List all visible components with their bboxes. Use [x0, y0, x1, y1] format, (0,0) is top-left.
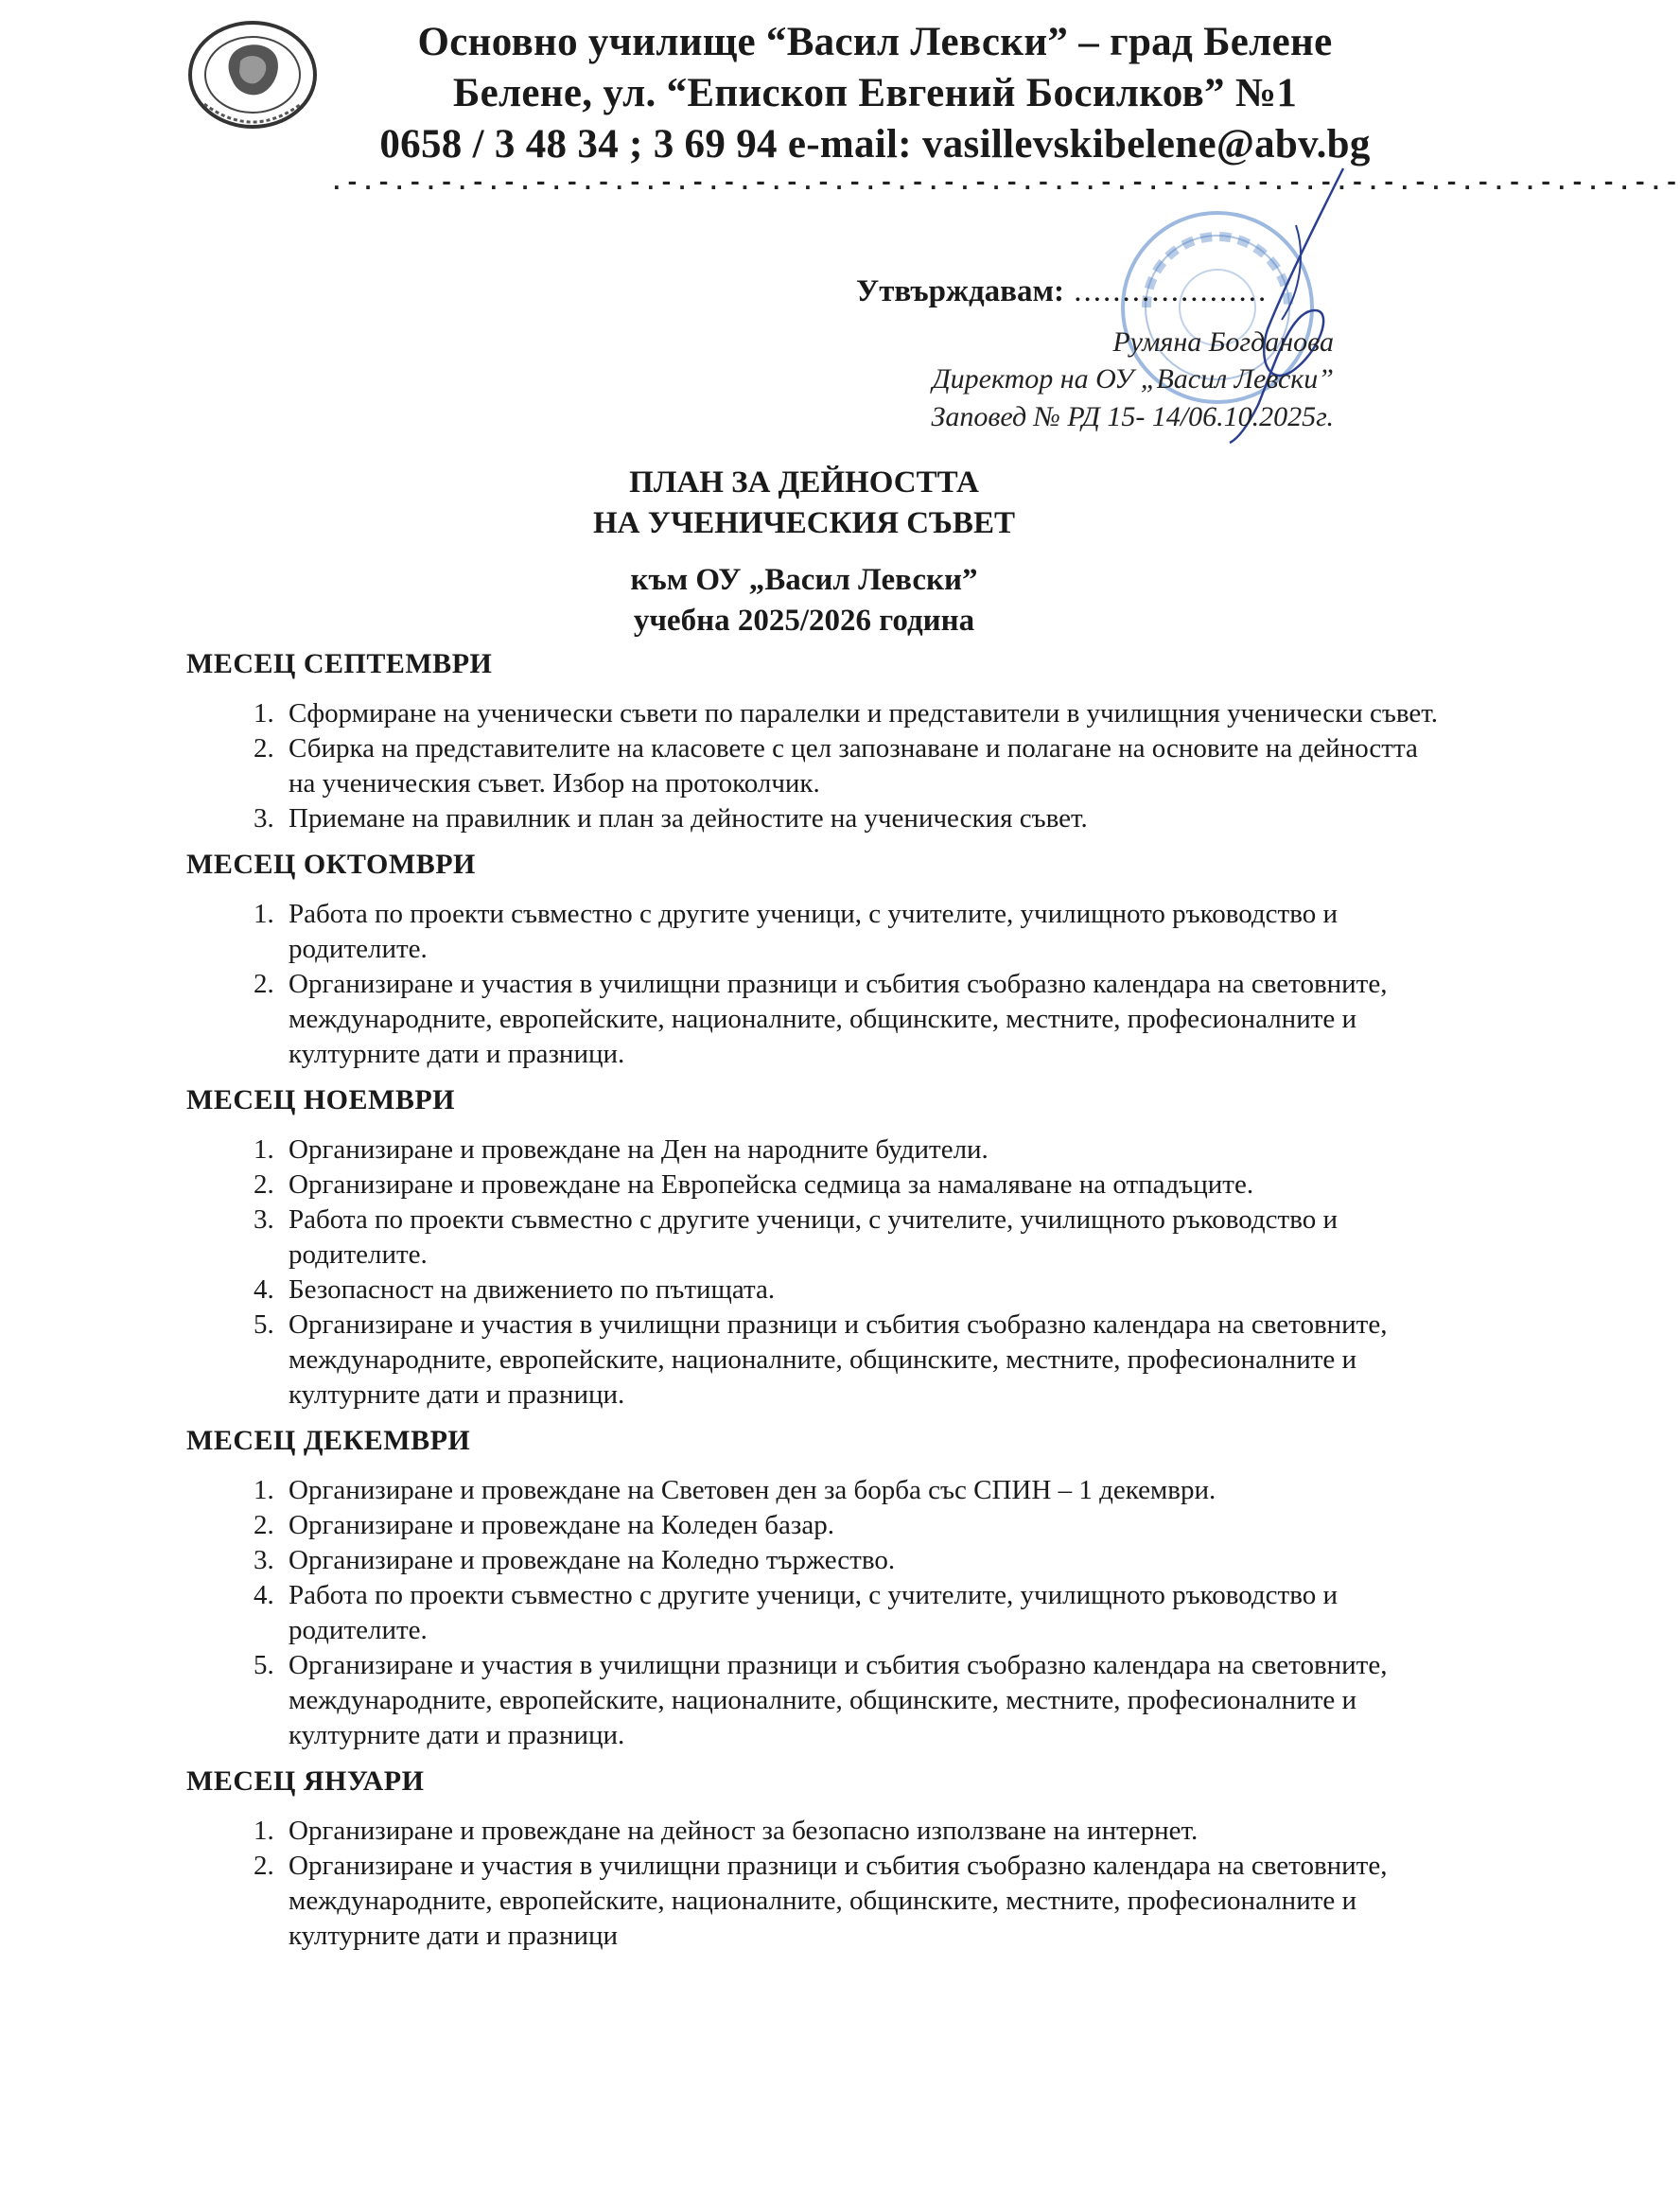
- plan-subtitle-year: учебна 2025/2026 година: [633, 604, 975, 638]
- school-contacts: 0658 / 3 48 34 ; 3 69 94 e-mail: vasillevskibelene@abv.bg: [379, 122, 1371, 167]
- list-item: 2. Организиране и участия в училищни празници и събития съобразно календара на световните, международните, европейските, националните, общинските, местните, професионалните и културните дати и празници.: [281, 967, 1444, 1072]
- month-section-december: [186, 1422, 1444, 1753]
- director-name: Румяна Богданова: [1112, 326, 1334, 358]
- list-item: 5. Организиране и участия в училищни празници и събития съобразно календара на световните, международните, европейските, националните, общинските, местните, професионалните и културните дати и празници.: [281, 1308, 1444, 1413]
- list-item: 1. Организиране и провеждане на Ден на народните будители.: [281, 1132, 1444, 1167]
- month-heading: МЕСЕЦ СЕПТЕМВРИ: [186, 648, 493, 679]
- activity-list: [186, 897, 1444, 1072]
- plan-title-line-2: НА УЧЕНИЧЕСКИЯ СЪВЕТ: [593, 506, 1015, 540]
- list-item: 2. Организиране и провеждане на Коледен базар.: [281, 1508, 1444, 1543]
- month-section-january: [186, 1763, 1444, 1954]
- approval-dots: ....................: [1063, 274, 1269, 308]
- month-heading: МЕСЕЦ НОЕМВРИ: [186, 1084, 455, 1115]
- list-item: 1. Сформиране на ученически съвети по паралелки и представители в училищния ученически съвет.: [281, 696, 1444, 731]
- school-address: Белене, ул. “Епископ Евгений Босилков” №1: [452, 71, 1298, 115]
- month-section-september: [186, 645, 1444, 836]
- activity-list: [186, 1132, 1444, 1413]
- school-header: [331, 17, 1419, 170]
- header-separator: .-.-.-.-.-.-.-.-.-.-.-.-.-.-.-.-.-.-.-.-.-.-.-.-.-.-.-.-.-.-.-.-.-.-.-.-.-.-.-.-.-.-.-: [329, 168, 1680, 197]
- plan-subtitle-school: към ОУ „Васил Левски”: [630, 563, 978, 597]
- approval-label: Утвърждавам:: [856, 274, 1064, 308]
- plan-body: [186, 645, 1444, 1963]
- month-section-october: [186, 846, 1444, 1072]
- month-heading: МЕСЕЦ ДЕКЕМВРИ: [186, 1425, 471, 1456]
- list-item: 3. Работа по проекти съвместно с другите ученици, с учителите, училищното ръководство и родителите.: [281, 1203, 1444, 1273]
- school-name: Основно училище “Васил Левски” – град Белене: [417, 20, 1333, 64]
- month-heading: МЕСЕЦ ЯНУАРИ: [186, 1765, 425, 1797]
- school-seal-icon: [185, 19, 320, 131]
- list-item: 4. Безопасност на движението по пътищата.: [281, 1273, 1444, 1308]
- activity-list: [186, 696, 1444, 836]
- activity-list: [186, 1473, 1444, 1753]
- plan-title-line-1: ПЛАН ЗА ДЕЙНОСТТА: [629, 465, 979, 500]
- activity-list: [186, 1814, 1444, 1954]
- list-item: 3. Приемане на правилник и план за дейностите на ученическия съвет.: [281, 801, 1444, 836]
- approval-order: Заповед № РД 15- 14/06.10.2025г.: [931, 401, 1334, 432]
- month-heading: МЕСЕЦ ОКТОМВРИ: [186, 849, 476, 880]
- list-item: 2. Организиране и участия в училищни празници и събития съобразно календара на световните, международните, европейските, националните, общинските, местните, професионалните и културните дати и празници: [281, 1849, 1444, 1954]
- list-item: 2. Организиране и провеждане на Европейска седмица за намаляване на отпадъците.: [281, 1167, 1444, 1203]
- list-item: 3. Организиране и провеждане на Коледно тържество.: [281, 1543, 1444, 1578]
- list-item: 1. Организиране и провеждане на дейност за безопасно използване на интернет.: [281, 1814, 1444, 1849]
- approval-line: [856, 274, 1268, 309]
- list-item: 4. Работа по проекти съвместно с другите ученици, с учителите, училищното ръководство и родителите.: [281, 1578, 1444, 1648]
- list-item: 5. Организиране и участия в училищни празници и събития съобразно календара на световните, международните, европейските, националните, общинските, местните, професионалните и културните дати и празници.: [281, 1648, 1444, 1753]
- director-position: Директор на ОУ „Васил Левски”: [932, 363, 1334, 395]
- month-section-november: [186, 1081, 1444, 1413]
- list-item: 2. Сбирка на представителите на класовете с цел запознаване и полагане на основите на дейността на ученическия съвет. Избор на протоколчик.: [281, 731, 1444, 801]
- list-item: 1. Работа по проекти съвместно с другите ученици, с учителите, училищното ръководство и родителите.: [281, 897, 1444, 967]
- list-item: 1. Организиране и провеждане на Световен ден за борба със СПИН – 1 декември.: [281, 1473, 1444, 1508]
